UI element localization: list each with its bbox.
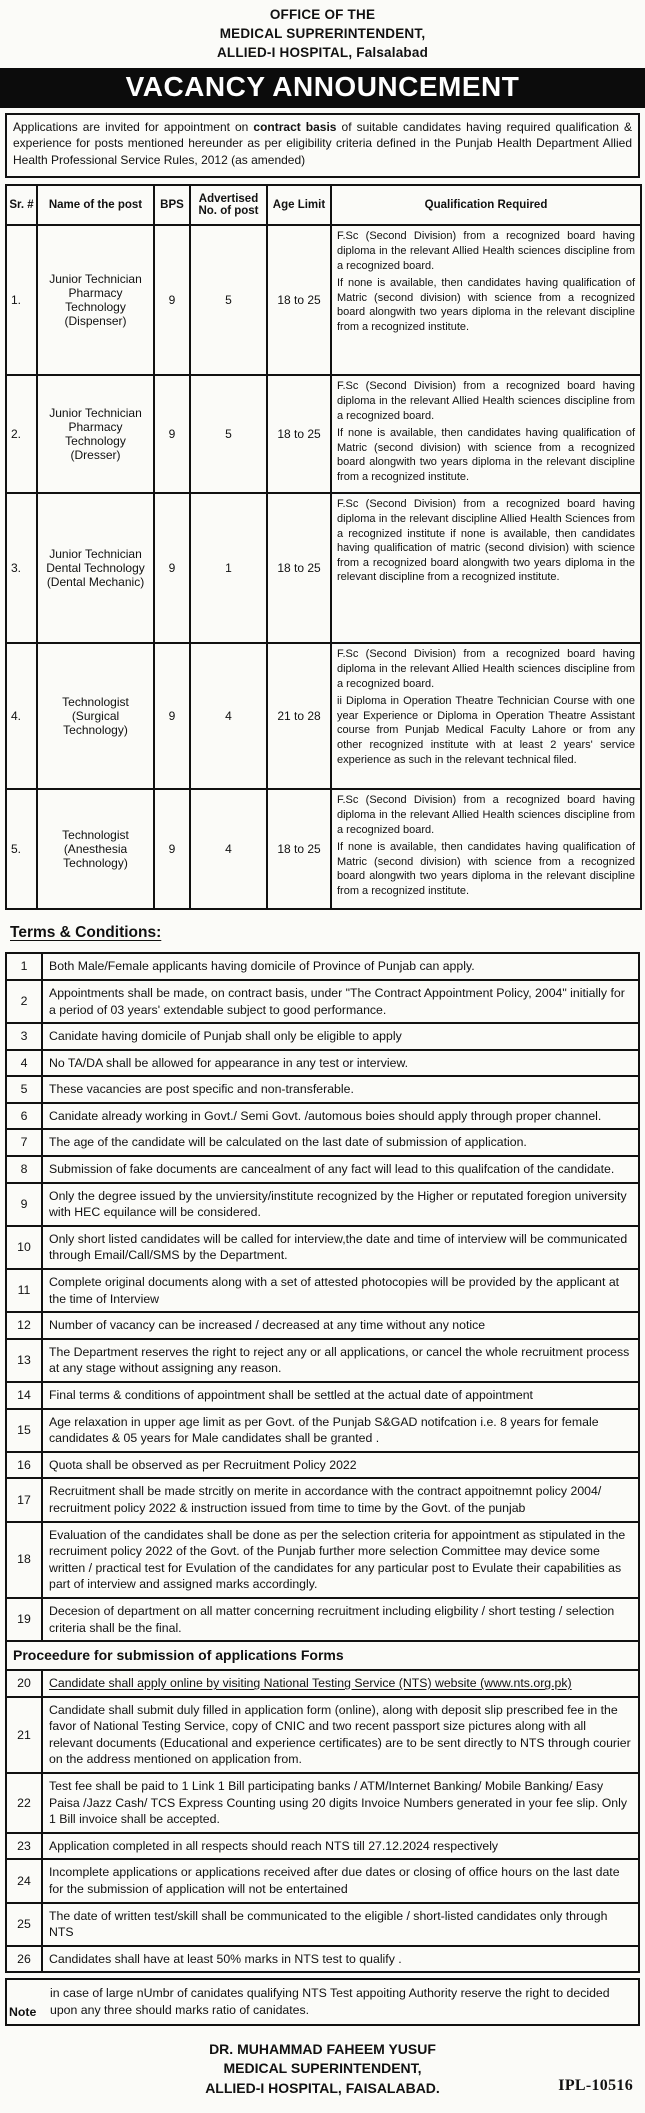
term-number: 14 [6, 1382, 42, 1409]
term-number: 13 [6, 1339, 42, 1382]
post-advertised: 5 [190, 225, 267, 375]
post-row-3 [6, 493, 641, 643]
post-age-limit: 21 to 28 [267, 643, 331, 789]
post-bps: 9 [154, 375, 190, 493]
office-line-1: OFFICE OF THE [269, 7, 376, 22]
term-number: 11 [6, 1269, 42, 1312]
term-row-18 [6, 1522, 639, 1598]
term-row-12 [6, 1312, 639, 1339]
qualification-paragraph: F.Sc (Second Division) from a recognized board having diploma in the relevant Allied Health sciences discipline from a recognized board. [337, 380, 635, 422]
qualification-paragraph: If none is available, then candidates having qualification of Matric (second division) with science from a recognized board alongwith two years diploma in the relevant discipline from a recognized institute. [337, 427, 635, 484]
term-text [42, 1269, 639, 1312]
qualification-paragraph: F.Sc (Second Division) from a recognized board having diploma in the relevant discipline Allied Health Sciences from a recognized institute if none is available, then candidates having qualification of matric (second division) with science from a recognized board alongwith two years diploma in the relevant discipline from a recognized institute. [337, 498, 635, 584]
term-text [42, 1226, 639, 1269]
term-number: 2 [6, 980, 42, 1023]
term-number: 7 [6, 1129, 42, 1156]
procedure-heading-row [6, 1641, 639, 1670]
term-text-content: Candidates shall have at least 50% marks in NTS test to qualify . [49, 1951, 402, 1966]
qualification-paragraph: If none is available, then candidates having qualification of Matric (second division) with science from a recognized board alongwith two years diploma in the relevant discipline from a recognized institute. [337, 277, 635, 334]
ipl-reference: IPL-10516 [558, 2077, 633, 2095]
term-text-content: Quota shall be observed as per Recruitment Policy 2022 [49, 1457, 357, 1472]
term-number: 1 [6, 953, 42, 980]
term-text-content: Decesion of department on all matter concerning recruitment including eligbility / short testing / selection criteria shall be the final. [49, 1603, 615, 1635]
term-text [42, 1023, 639, 1050]
post-row-2 [6, 375, 641, 493]
note-text: in case of large nUmbr of canidates qualifying NTS Test appoiting Authority reserve the right to decided upon any three should marks ratio of canidates. [42, 1979, 639, 2024]
terms-table [5, 952, 640, 1973]
procedure-heading: Proceedure for submission of applications Forms [6, 1641, 639, 1670]
term-text-content: The Department reserves the right to reject any or all applications, or cancel the whole recruitment process at any stage without assigning any reason. [49, 1344, 630, 1376]
term-number: 15 [6, 1409, 42, 1452]
intro-post: of suitable candidates having required qualification & experience for posts mentioned hereunder as per eligibility criteria defined in the Punjab Health Department Allied Health Professional Service Rules, 2012 (as amended) [13, 119, 632, 167]
term-row-9 [6, 1183, 639, 1226]
term-text [42, 1598, 639, 1641]
post-age-limit: 18 to 25 [267, 375, 331, 493]
qualification-paragraph: If none is available, then candidates having qualification of Matric (second division) with science from a recognized board alongwith two years diploma in the relevant discipline from a recognized institute. [337, 841, 635, 898]
term-text [42, 1076, 639, 1103]
intro-bold: contract basis [253, 119, 337, 134]
note-box [5, 1978, 640, 2025]
term-text-content: Appointments shall be made, on contract basis, under "The Contract Appointment Policy, 2004" initially for a period of 03 years' extendable subject to good performance. [49, 985, 625, 1017]
post-sr: 1. [6, 225, 37, 375]
term-text-content: Both Male/Female applicants having domicile of Province of Punjab can apply. [49, 959, 475, 974]
post-sr: 4. [6, 643, 37, 789]
term-text-content: Only short listed candidates will be called for interview,the date and time of interview will be communicated through Email/Call/SMS by the Department. [49, 1231, 628, 1263]
term-number: 10 [6, 1226, 42, 1269]
term-number: 20 [6, 1670, 42, 1697]
term-number: 19 [6, 1598, 42, 1641]
term-row-25 [6, 1903, 639, 1946]
qualification-paragraph: F.Sc (Second Division) from a recognized board having diploma in the relevant Allied Health sciences discipline from a recognized board. [337, 230, 635, 272]
col-header-bps: BPS [154, 185, 190, 225]
term-number: 21 [6, 1697, 42, 1773]
intro-paragraph [5, 113, 640, 179]
vacancy-banner [0, 68, 645, 108]
term-text-content: Incomplete applications or applications received after due dates or closing of office hours on the last date for the submission of application will not be entertained [49, 1865, 620, 1896]
col-header-name: Name of the post [37, 185, 154, 225]
qualification-paragraph: F.Sc (Second Division) from a recognized board having diploma in the relevant Allied Health sciences discipline from a recognized board. [337, 794, 635, 836]
post-row-5 [6, 789, 641, 909]
post-bps: 9 [154, 225, 190, 375]
term-number: 6 [6, 1103, 42, 1130]
post-name: Junior Technician Pharmacy Technology (Dispenser) [37, 225, 154, 375]
term-text-content: Only the degree issued by the unviersity/institute recognized by the Higher or reputated foregion university with HEC equilance will be considered. [49, 1188, 627, 1220]
post-name: Junior Technician Pharmacy Technology (Dresser) [37, 375, 154, 493]
term-text [42, 1697, 639, 1773]
term-row-11 [6, 1269, 639, 1312]
post-qualification [331, 789, 641, 909]
term-text-content: Number of vacancy can be increased / decreased at any time without any notice [49, 1318, 486, 1333]
term-row-17 [6, 1478, 639, 1521]
qualification-paragraph: F.Sc (Second Division) from a recognized board having diploma in the relevant Allied Health sciences discipline from a recognized board. [337, 648, 635, 690]
term-number: 26 [6, 1946, 42, 1973]
post-bps: 9 [154, 789, 190, 909]
term-row-14 [6, 1382, 639, 1409]
post-bps: 9 [154, 643, 190, 789]
term-text-content: Candidate shall apply online by visiting National Testing Service (NTS) website (www.nts.org.pk) [49, 1676, 572, 1691]
term-text [42, 1050, 639, 1077]
col-header-qualification: Qualification Required [331, 185, 641, 225]
office-line-3: ALLIED-I HOSPITAL, Falsalabad [216, 44, 429, 60]
term-row-15 [6, 1409, 639, 1452]
col-header-age: Age Limit [267, 185, 331, 225]
term-row-22 [6, 1773, 639, 1833]
note-row [6, 1979, 639, 2024]
term-text-content: These vacancies are post specific and non-transferable. [49, 1082, 354, 1097]
post-advertised: 4 [190, 643, 267, 789]
term-number: 25 [6, 1903, 42, 1946]
term-row-2 [6, 980, 639, 1023]
term-text [42, 953, 639, 980]
post-name: Junior Technician Dental Technology (Dental Mechanic) [37, 493, 154, 643]
post-row-4 [6, 643, 641, 789]
term-row-23 [6, 1833, 639, 1860]
post-qualification [331, 493, 641, 643]
term-number: 5 [6, 1076, 42, 1103]
term-text-content: Submission of fake documents are cancealment of any fact will lead to this qualifcation of the candidate. [49, 1162, 615, 1177]
terms-conditions-heading: Terms & Conditions: [10, 924, 162, 942]
term-text-content: Complete original documents along with a set of attested photocopies will be provided by the applicant at the time of Interview [49, 1275, 620, 1306]
post-name: Technologist (Surgical Technology) [37, 643, 154, 789]
term-text [42, 1670, 639, 1697]
term-text [42, 1183, 639, 1226]
term-row-10 [6, 1226, 639, 1269]
post-age-limit: 18 to 25 [267, 789, 331, 909]
term-text [42, 1382, 639, 1409]
term-row-1 [6, 953, 639, 980]
term-text-content: Final terms & conditions of appointment shall be settled at the actual date of appointment [49, 1388, 533, 1402]
term-text [42, 1522, 639, 1598]
term-text-content: Test fee shall be paid to 1 Link 1 Bill participating banks / ATM/Internet Banking/ Mobile Banking/ Easy Paisa /Jazz Cash/ TCS Express Counting using 20 digits Invoice Numbers generated in your fee slip. Only 1 Bill invoice shall be accepted. [49, 1778, 628, 1827]
intro-pre: Applications are invited for appointment on [13, 119, 254, 134]
term-text [42, 1859, 639, 1902]
post-qualification [331, 225, 641, 375]
term-number: 18 [6, 1522, 42, 1598]
post-sr: 2. [6, 375, 37, 493]
post-bps: 9 [154, 493, 190, 643]
col-header-advertised: Advertised No. of post [190, 185, 267, 225]
term-row-3 [6, 1023, 639, 1050]
post-advertised: 5 [190, 375, 267, 493]
term-text [42, 1833, 639, 1860]
term-text [42, 1773, 639, 1833]
term-row-8 [6, 1156, 639, 1183]
term-row-16 [6, 1452, 639, 1479]
term-text [42, 1452, 639, 1479]
term-text [42, 1156, 639, 1183]
post-name: Technologist (Anesthesia Technology) [37, 789, 154, 909]
term-text [42, 980, 639, 1023]
term-row-24 [6, 1859, 639, 1902]
signature-block [0, 2040, 645, 2100]
footer [0, 2036, 645, 2110]
term-text [42, 1339, 639, 1382]
post-qualification [331, 375, 641, 493]
posts-table [5, 184, 642, 910]
term-row-19 [6, 1598, 639, 1641]
post-advertised: 4 [190, 789, 267, 909]
signatory-org: ALLIED-I HOSPITAL, FAISALABAD. [205, 2080, 440, 2097]
post-sr: 3. [6, 493, 37, 643]
term-number: 22 [6, 1773, 42, 1833]
term-text-content: Evaluation of the candidates shall be done as per the selection criteria for appointment as stipulated in the recruiment policy 2022 of the Govt. of the Punjab further more selection Committee may device some written / practical test for Evulation of the candidates for any particular post to Evulate their capabilities as part of interview and assigned marks accordingly. [49, 1527, 626, 1592]
term-text [42, 1312, 639, 1339]
term-text [42, 1903, 639, 1946]
office-line-2: MEDICAL SUPRERINTENDENT, [219, 25, 426, 41]
term-number: 12 [6, 1312, 42, 1339]
post-age-limit: 18 to 25 [267, 493, 331, 643]
col-header-sr: Sr. # [6, 185, 37, 225]
post-qualification [331, 643, 641, 789]
post-row-1 [6, 225, 641, 375]
banner-title: VACANCY ANNOUNCEMENT [125, 70, 520, 102]
term-row-20 [6, 1670, 639, 1697]
term-row-7 [6, 1129, 639, 1156]
term-text [42, 1409, 639, 1452]
term-text [42, 1103, 639, 1130]
term-row-13 [6, 1339, 639, 1382]
term-text [42, 1946, 639, 1973]
post-advertised: 1 [190, 493, 267, 643]
term-row-5 [6, 1076, 639, 1103]
term-number: 9 [6, 1183, 42, 1226]
term-text [42, 1129, 639, 1156]
note-label: Note [6, 1979, 42, 2024]
term-row-6 [6, 1103, 639, 1130]
term-number: 23 [6, 1833, 42, 1860]
post-sr: 5. [6, 789, 37, 909]
term-text-content: Age relaxation in upper age limit as per Govt. of the Punjab S&GAD notifcation i.e. 8 years for female candidates & 05 years for Male candidates shall be granted . [49, 1414, 599, 1446]
term-text-content: Canidate having domicile of Punjab shall only be eligible to apply [49, 1029, 402, 1044]
office-header [0, 0, 645, 63]
term-number: 4 [6, 1050, 42, 1077]
term-number: 3 [6, 1023, 42, 1050]
term-text-content: Candidate shall submit duly filled in application form (online), along with deposit slip prescribed fee in the favor of National Testing Service, copy of CNIC and two recent passport size pictures along with all relevant documents (Educational and experience certificates) are to be sent directly to NTS through courier on the address mentioned on application from. [49, 1702, 631, 1767]
term-number: 24 [6, 1859, 42, 1902]
term-number: 17 [6, 1478, 42, 1521]
term-row-4 [6, 1050, 639, 1077]
term-text-content: Recruitment shall be made strcitly on merite in accordance with the contract appoitnemnt policy 2004/ recruitment policy 2022 & instruction issued from time to time by the Govt. of the punjab [49, 1484, 602, 1515]
term-row-21 [6, 1697, 639, 1773]
term-text-content: Canidate already working in Govt./ Semi Govt. /automous boies should apply through proper channel. [49, 1108, 602, 1123]
term-number: 8 [6, 1156, 42, 1183]
signatory-name: DR. MUHAMMAD FAHEEM YUSUF [209, 2040, 436, 2057]
signatory-title: MEDICAL SUPERINTENDENT, [223, 2060, 422, 2077]
term-text-content: No TA/DA shall be allowed for appearance in any test or interview. [49, 1055, 409, 1070]
posts-header-row [6, 185, 641, 225]
term-number: 16 [6, 1452, 42, 1479]
term-text-content: Application completed in all respects should reach NTS till 27.12.2024 respectively [49, 1838, 499, 1853]
term-text [42, 1478, 639, 1521]
term-row-26 [6, 1946, 639, 1973]
term-text-content: The date of written test/skill shall be communicated to the eligible / short-listed candidates only through NTS [49, 1908, 608, 1940]
term-text-content: The age of the candidate will be calculated on the last date of submission of application. [49, 1135, 527, 1150]
post-age-limit: 18 to 25 [267, 225, 331, 375]
qualification-paragraph: ii Diploma in Operation Theatre Technician Course with one year Experience or Diploma in Operation Theatre Assistant course from Punjab Medical Faculty Lahore or from any other recognized institute with at least 2 years' service experience as such in the relevant technical filed. [337, 695, 635, 766]
